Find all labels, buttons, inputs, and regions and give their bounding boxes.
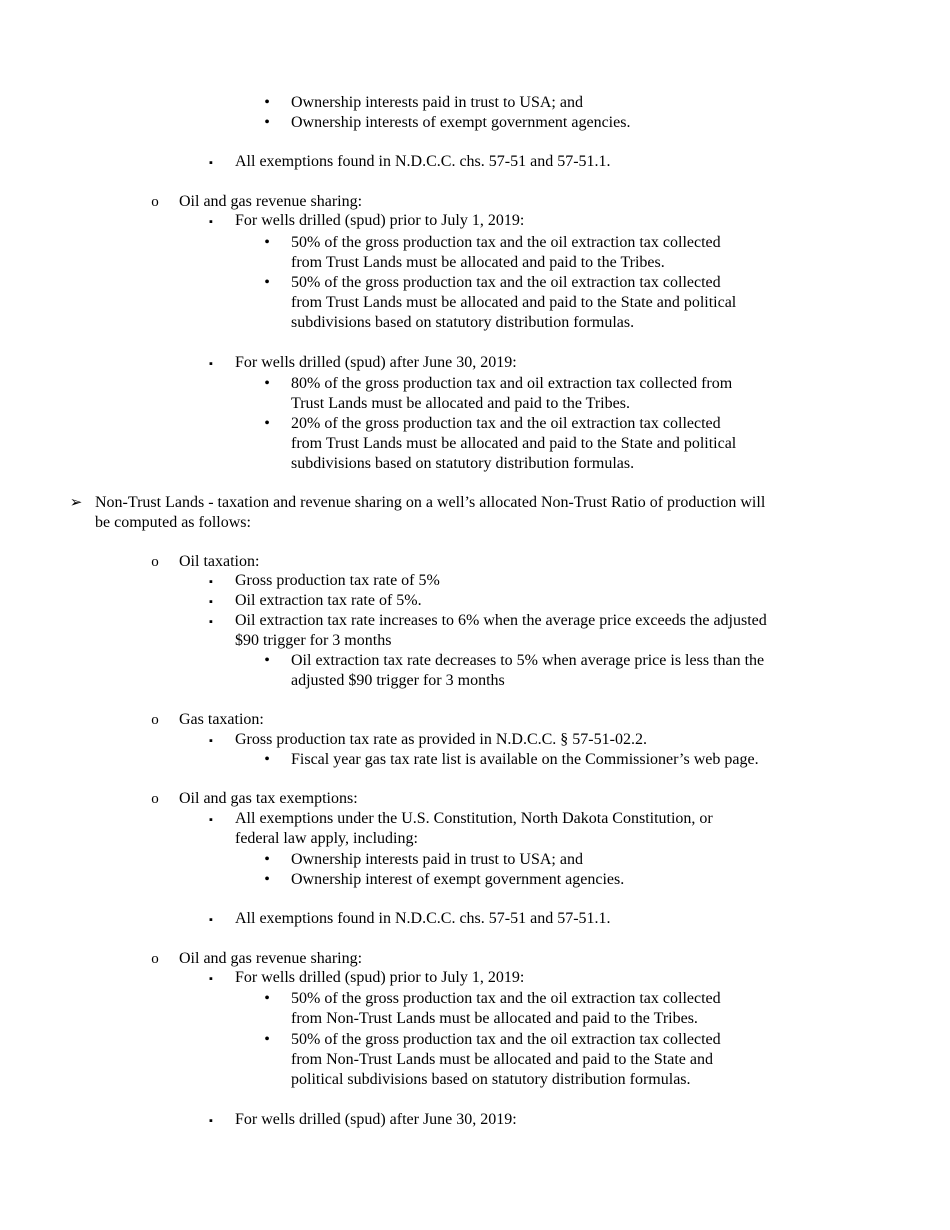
text-line: from Non-Trust Lands must be allocated and paid to the Tribes. — [291, 1010, 698, 1027]
list-item-text — [235, 968, 524, 988]
list-item-text — [179, 710, 264, 730]
bullet-icon: • — [264, 871, 270, 888]
bullet-icon: • — [264, 415, 270, 432]
list-item-text — [179, 192, 362, 212]
list-item-text — [235, 152, 611, 172]
text-line: Gross production tax rate of 5% — [235, 572, 440, 589]
text-line: from Trust Lands must be allocated and paid to the State and political — [291, 435, 737, 452]
list-item-text — [235, 730, 647, 750]
arrow-bullet-icon: ➢ — [69, 495, 83, 511]
square-bullet-icon: ▪ — [209, 576, 213, 588]
text-line: Ownership interests of exempt government agencies. — [291, 114, 631, 131]
text-line: from Trust Lands must be allocated and paid to the Tribes. — [291, 254, 665, 271]
square-bullet-icon: ▪ — [209, 914, 213, 926]
text-line: federal law apply, including: — [235, 830, 418, 847]
text-line: 50% of the gross production tax and the oil extraction tax collected — [291, 990, 721, 1007]
bullet-icon: • — [264, 375, 270, 392]
text-line: Oil extraction tax rate of 5%. — [235, 592, 422, 609]
circle-bullet-icon: o — [151, 791, 159, 807]
text-line: All exemptions found in N.D.C.C. chs. 57-51 and 57-51.1. — [235, 153, 611, 170]
circle-bullet-icon: o — [151, 951, 159, 967]
text-line: Ownership interests paid in trust to USA; and — [291, 94, 583, 111]
bullet-icon: • — [264, 652, 270, 669]
bullet-icon: • — [264, 274, 270, 291]
list-item-text — [291, 414, 736, 474]
text-line: Oil and gas tax exemptions: — [179, 790, 358, 807]
square-bullet-icon: ▪ — [209, 616, 213, 628]
text-line: For wells drilled (spud) prior to July 1, 2019: — [235, 969, 525, 986]
square-bullet-icon: ▪ — [209, 216, 213, 228]
text-line: For wells drilled (spud) after June 30, 2019: — [235, 354, 517, 371]
text-line: $90 trigger for 3 months — [235, 632, 392, 649]
text-line: Oil extraction tax rate increases to 6% when the average price exceeds the adjusted — [235, 612, 767, 629]
text-line: Fiscal year gas tax rate list is available on the Commissioner’s web page. — [291, 751, 759, 768]
text-line: subdivisions based on statutory distribution formulas. — [291, 314, 635, 331]
text-line: from Non-Trust Lands must be allocated and paid to the State and — [291, 1051, 713, 1068]
list-item-text — [291, 113, 630, 133]
circle-bullet-icon: o — [151, 712, 159, 728]
list-item-text — [291, 273, 736, 333]
list-item-text — [235, 1110, 517, 1130]
text-line: Gas taxation: — [179, 711, 264, 728]
text-line: Trust Lands must be allocated and paid to the Tribes. — [291, 395, 630, 412]
text-line: Ownership interest of exempt government agencies. — [291, 871, 625, 888]
text-line: Oil taxation: — [179, 553, 260, 570]
list-item-text — [179, 789, 358, 809]
list-item-text — [179, 949, 362, 969]
text-line: from Trust Lands must be allocated and paid to the State and political — [291, 294, 737, 311]
square-bullet-icon: ▪ — [209, 1115, 213, 1127]
list-item-text — [291, 870, 624, 890]
text-line: Non-Trust Lands - taxation and revenue sharing on a well’s allocated Non-Trust Ratio of production will — [95, 494, 766, 511]
square-bullet-icon: ▪ — [209, 735, 213, 747]
square-bullet-icon: ▪ — [209, 157, 213, 169]
text-line: 50% of the gross production tax and the oil extraction tax collected — [291, 1031, 721, 1048]
text-line: 50% of the gross production tax and the oil extraction tax collected — [291, 274, 721, 291]
list-item-text — [179, 552, 259, 572]
bullet-icon: • — [264, 1031, 270, 1048]
text-line: All exemptions under the U.S. Constitution, North Dakota Constitution, or — [235, 810, 713, 827]
list-item-text — [235, 353, 517, 373]
text-line: Oil and gas revenue sharing: — [179, 193, 363, 210]
square-bullet-icon: ▪ — [209, 814, 213, 826]
circle-bullet-icon: o — [151, 194, 159, 210]
text-line: 50% of the gross production tax and the oil extraction tax collected — [291, 234, 721, 251]
list-item-text — [291, 989, 721, 1029]
list-item-text — [291, 850, 583, 870]
bullet-icon: • — [264, 751, 270, 768]
text-line: For wells drilled (spud) after June 30, 2019: — [235, 1111, 517, 1128]
text-line: be computed as follows: — [95, 514, 251, 531]
list-item-text — [235, 611, 767, 651]
text-line: Oil extraction tax rate decreases to 5% when average price is less than the — [291, 652, 765, 669]
text-line: adjusted $90 trigger for 3 months — [291, 672, 505, 689]
bullet-icon: • — [264, 234, 270, 251]
bullet-icon: • — [264, 990, 270, 1007]
list-item-text — [291, 651, 764, 691]
square-bullet-icon: ▪ — [209, 358, 213, 370]
text-line: 20% of the gross production tax and the oil extraction tax collected — [291, 415, 721, 432]
square-bullet-icon: ▪ — [209, 596, 213, 608]
list-item-text — [95, 493, 765, 533]
text-line: For wells drilled (spud) prior to July 1, 2019: — [235, 212, 525, 229]
list-item-text — [291, 1030, 721, 1090]
bullet-icon: • — [264, 94, 270, 111]
bullet-icon: • — [264, 851, 270, 868]
list-item-text — [235, 211, 524, 231]
list-item-text — [235, 809, 713, 849]
text-line: subdivisions based on statutory distribution formulas. — [291, 455, 635, 472]
text-line: Ownership interests paid in trust to USA; and — [291, 851, 583, 868]
circle-bullet-icon: o — [151, 554, 159, 570]
list-item-text — [235, 591, 422, 611]
list-item-text — [291, 93, 583, 113]
text-line: Gross production tax rate as provided in N.D.C.C. § 57-51-02.2. — [235, 731, 647, 748]
list-item-text — [291, 233, 721, 273]
bullet-icon: • — [264, 114, 270, 131]
list-item-text — [291, 750, 759, 770]
text-line: political subdivisions based on statutory distribution formulas. — [291, 1071, 691, 1088]
text-line: 80% of the gross production tax and oil extraction tax collected from — [291, 375, 733, 392]
text-line: Oil and gas revenue sharing: — [179, 950, 363, 967]
square-bullet-icon: ▪ — [209, 973, 213, 985]
text-line: All exemptions found in N.D.C.C. chs. 57-51 and 57-51.1. — [235, 910, 611, 927]
list-item-text — [235, 571, 440, 591]
list-item-text — [235, 909, 611, 929]
list-item-text — [291, 374, 732, 414]
